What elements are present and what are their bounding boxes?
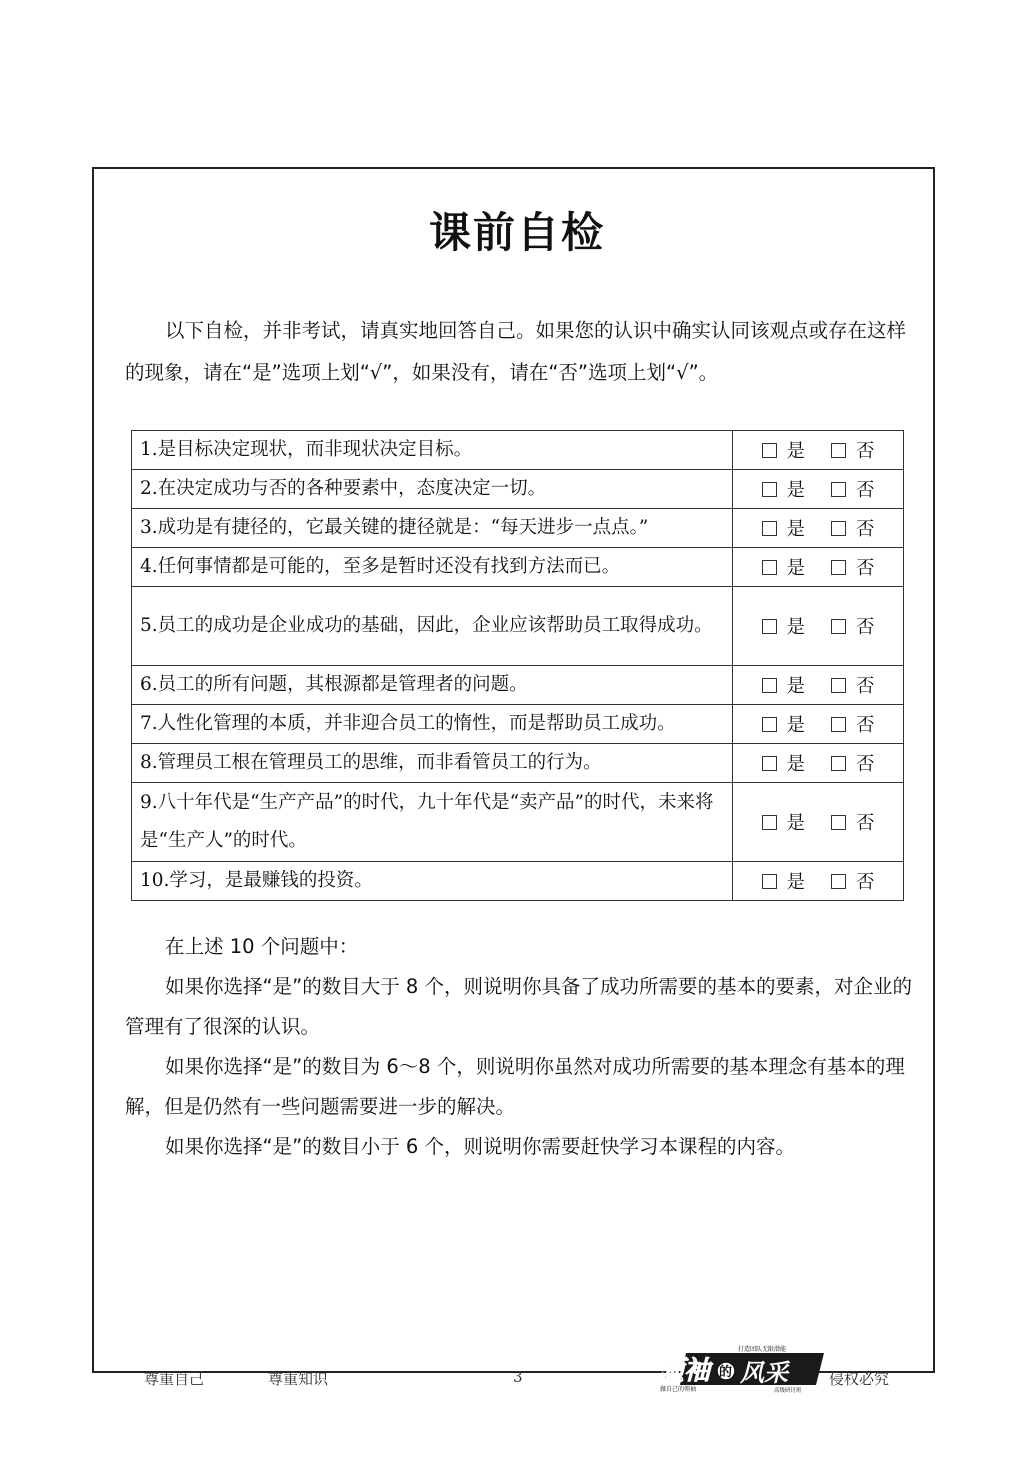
yes-label: 是 (786, 715, 806, 736)
intro-paragraph: 以下自检，并非考试，请真实地回答自己。如果您的认识中确实认同该观点或存在这样的现象，请在“是”选项上划“√”，如果没有，请在“否”选项上划“√”。 (125, 319, 907, 384)
yes-label: 是 (786, 480, 806, 501)
no-checkbox[interactable] (831, 560, 846, 575)
yes-label: 是 (786, 872, 806, 893)
no-label: 否 (855, 558, 875, 579)
no-option[interactable] (831, 809, 875, 835)
no-option[interactable] (831, 476, 875, 502)
no-label: 否 (855, 441, 875, 462)
yes-option[interactable] (762, 437, 806, 463)
self-check-table (131, 430, 904, 901)
logo-main-text: 领袖 (658, 1356, 711, 1386)
question-text: 2.在决定成功与否的各种要素中，态度决定一切。 (132, 470, 733, 509)
question-text: 1.是目标决定现状，而非现状决定目标。 (132, 431, 733, 470)
question-text: 5.员工的成功是企业成功的基础，因此，企业应该帮助员工取得成功。 (132, 587, 733, 666)
yes-option[interactable] (762, 672, 806, 698)
no-checkbox[interactable] (831, 717, 846, 732)
no-label: 否 (855, 754, 875, 775)
no-label: 否 (855, 480, 875, 501)
yes-label: 是 (786, 754, 806, 775)
logo-slogan-left: 做自己的领袖 (660, 1386, 697, 1393)
yes-label: 是 (786, 676, 806, 697)
question-text: 7.人性化管理的本质，并非迎合员工的惰性，而是帮助员工成功。 (132, 705, 733, 744)
logo-de-text: 的 (719, 1365, 733, 1380)
brand-logo (656, 1345, 826, 1393)
no-label: 否 (855, 715, 875, 736)
yes-option[interactable] (762, 809, 806, 835)
results-lead: 在上述 10 个问题中： (165, 935, 359, 958)
no-option[interactable] (831, 554, 875, 580)
footer-right: 侵权必究 (829, 1370, 890, 1388)
yes-checkbox[interactable] (762, 756, 777, 771)
no-checkbox[interactable] (831, 678, 846, 693)
no-checkbox[interactable] (831, 619, 846, 634)
question-text: 6.员工的所有问题，其根源都是管理者的问题。 (132, 666, 733, 705)
answer-options (733, 783, 904, 862)
answer-options (733, 705, 904, 744)
yes-option[interactable] (762, 750, 806, 776)
yes-label: 是 (786, 558, 806, 579)
yes-option[interactable] (762, 868, 806, 894)
answer-options (733, 862, 904, 901)
yes-checkbox[interactable] (762, 521, 777, 536)
question-text: 8.管理员工根在管理员工的思维，而非看管员工的行为。 (132, 744, 733, 783)
no-option[interactable] (831, 437, 875, 463)
result-high: 如果你选择“是”的数目大于 8 个，则说明你具备了成功所需要的基本的要素，对企业的管理有了很深的认识。 (125, 975, 913, 1038)
table-row (132, 509, 904, 548)
table-row (132, 744, 904, 783)
no-option[interactable] (831, 613, 875, 639)
yes-label: 是 (786, 441, 806, 462)
no-label: 否 (855, 872, 875, 893)
footer-left-2: 尊重知识 (268, 1370, 329, 1388)
yes-checkbox[interactable] (762, 717, 777, 732)
yes-option[interactable] (762, 711, 806, 737)
yes-option[interactable] (762, 554, 806, 580)
table-row (132, 548, 904, 587)
table-row (132, 783, 904, 862)
footer-left-1: 尊重自己 (144, 1370, 205, 1388)
yes-option[interactable] (762, 613, 806, 639)
yes-label: 是 (786, 617, 806, 638)
yes-checkbox[interactable] (762, 443, 777, 458)
table-row (132, 666, 904, 705)
yes-option[interactable] (762, 476, 806, 502)
table-row (132, 705, 904, 744)
no-option[interactable] (831, 711, 875, 737)
no-checkbox[interactable] (831, 443, 846, 458)
result-medium: 如果你选择“是”的数目为 6～8 个，则说明你虽然对成功所需要的基本理念有基本的理解，但是仍然有一些问题需要进一步的解决。 (125, 1055, 905, 1118)
logo-fengcai-text: 风采 (740, 1358, 788, 1387)
answer-options (733, 548, 904, 587)
yes-label: 是 (786, 519, 806, 540)
question-text: 9.八十年代是“生产产品”的时代，九十年代是“卖产品”的时代，未来将是“生产人”的时代。 (132, 783, 733, 862)
yes-label: 是 (786, 813, 806, 834)
answer-options (733, 509, 904, 548)
no-checkbox[interactable] (831, 874, 846, 889)
table-row (132, 862, 904, 901)
answer-options (733, 587, 904, 666)
no-checkbox[interactable] (831, 521, 846, 536)
table-row (132, 587, 904, 666)
answer-options (733, 666, 904, 705)
result-low: 如果你选择“是”的数目小于 6 个，则说明你需要赶快学习本课程的内容。 (165, 1135, 796, 1158)
table-row (132, 470, 904, 509)
question-text: 3.成功是有捷径的，它最关键的捷径就是：“每天进步一点点。” (132, 509, 733, 548)
yes-checkbox[interactable] (762, 678, 777, 693)
no-option[interactable] (831, 750, 875, 776)
no-label: 否 (855, 617, 875, 638)
results-section (125, 927, 915, 1167)
yes-checkbox[interactable] (762, 560, 777, 575)
yes-checkbox[interactable] (762, 815, 777, 830)
question-text: 10.学习，是最赚钱的投资。 (132, 862, 733, 901)
no-checkbox[interactable] (831, 815, 846, 830)
question-text: 4.任何事情都是可能的，至多是暂时还没有找到方法而已。 (132, 548, 733, 587)
table-row (132, 431, 904, 470)
yes-checkbox[interactable] (762, 482, 777, 497)
logo-slogan-right: 高级研讨班 (774, 1388, 802, 1393)
yes-checkbox[interactable] (762, 874, 777, 889)
yes-checkbox[interactable] (762, 619, 777, 634)
yes-option[interactable] (762, 515, 806, 541)
no-option[interactable] (831, 515, 875, 541)
answer-options (733, 431, 904, 470)
no-label: 否 (855, 519, 875, 540)
no-option[interactable] (831, 672, 875, 698)
answer-options (733, 470, 904, 509)
page-title: 课前自检 (428, 208, 605, 257)
no-checkbox[interactable] (831, 482, 846, 497)
no-label: 否 (855, 676, 875, 697)
no-option[interactable] (831, 868, 875, 894)
logo-slogan-top: 打造团队无限潜能 (738, 1346, 787, 1353)
no-checkbox[interactable] (831, 756, 846, 771)
answer-options (733, 744, 904, 783)
no-label: 否 (855, 813, 875, 834)
page-number: 3 (513, 1368, 523, 1386)
